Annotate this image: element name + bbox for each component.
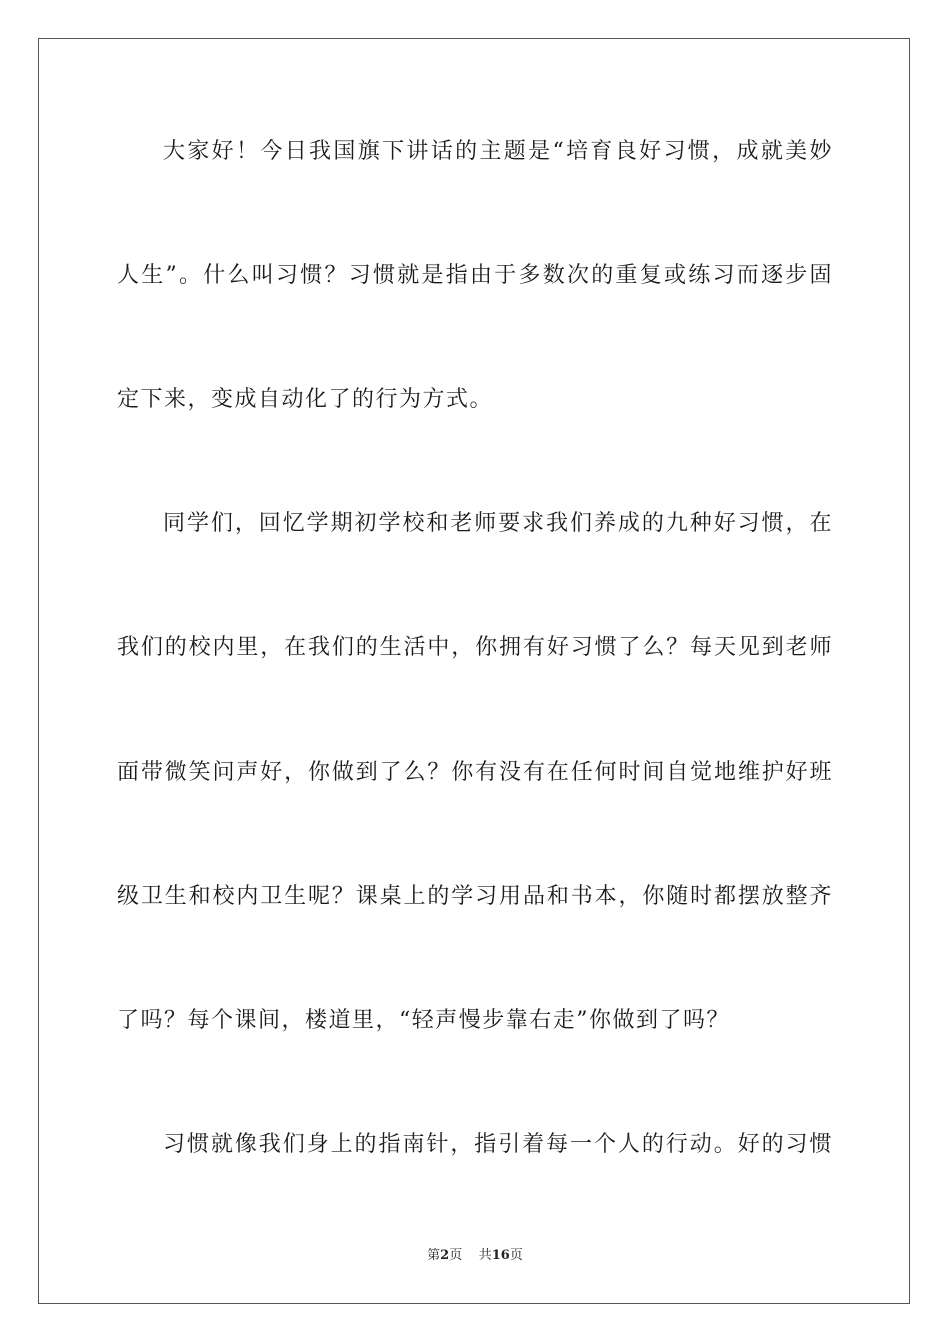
page-footer bbox=[0, 1248, 950, 1264]
paragraph-3-line-1: 习惯就像我们身上的指南针，指引着每一个人的行动。好的习惯 bbox=[163, 1132, 833, 1157]
paragraph-2-line-1: 同学们，回忆学期初学校和老师要求我们养成的九种好习惯，在 bbox=[163, 511, 833, 536]
paragraph-1-line-3: 定下来，变成自动化了的行为方式。 bbox=[117, 387, 494, 412]
paragraph-1-line-1: 大家好！今日我国旗下讲话的主题是“培育良好习惯，成就美妙 bbox=[163, 139, 833, 164]
page-number: 2 bbox=[440, 1248, 450, 1263]
total-suffix: 页 bbox=[509, 1248, 523, 1263]
paragraph-2-line-4: 级卫生和校内卫生呢？课桌上的学习用品和书本，你随时都摆放整齐 bbox=[117, 884, 833, 909]
total-pages: 16 bbox=[491, 1248, 510, 1263]
paragraph-2-line-3: 面带微笑问声好，你做到了么？你有没有在任何时间自觉地维护好班 bbox=[117, 760, 833, 785]
page-prefix: 第 bbox=[427, 1248, 441, 1263]
page-border bbox=[38, 38, 910, 1304]
paragraph-2-line-2: 我们的校内里，在我们的生活中，你拥有好习惯了么？每天见到老师 bbox=[117, 635, 833, 660]
total-prefix: 共 bbox=[478, 1248, 492, 1263]
paragraph-2-line-5: 了吗？每个课间，楼道里，“轻声慢步靠右走”你做到了吗？ bbox=[117, 1008, 730, 1033]
page-suffix: 页 bbox=[449, 1248, 463, 1263]
paragraph-1-line-2: 人生”。什么叫习惯？习惯就是指由于多数次的重复或练习而逐步固 bbox=[117, 263, 833, 288]
